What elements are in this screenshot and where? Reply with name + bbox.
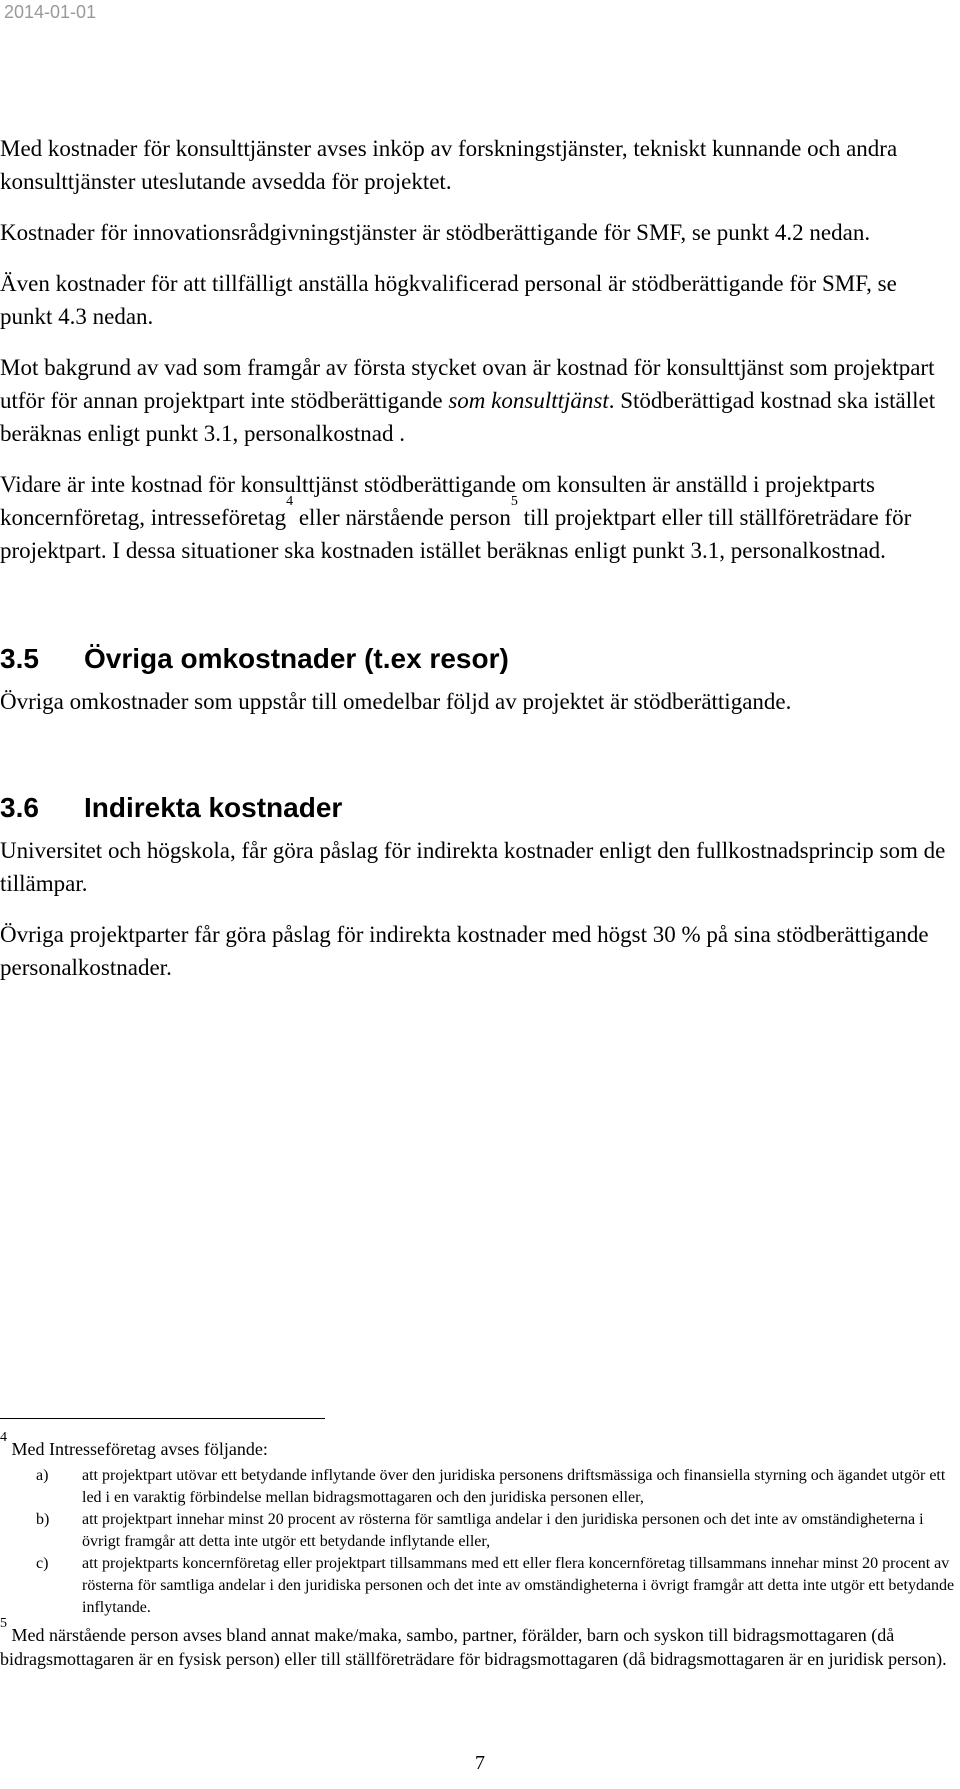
footnote-5 xyxy=(0,1616,955,1671)
paragraph-innovationsradgivning: Kostnader för innovationsrådgivningstjänster är stödberättigande för SMF, se punkt 4.2 nedan. xyxy=(0,220,871,245)
footnote-marker-5: 5 xyxy=(0,1616,7,1631)
text-segment: Vidare är inte kostnad för konsulttjänst stödberättigande om konsulten är anställd i projektparts koncernföretag, intresseföretag xyxy=(0,472,875,530)
page-number: 7 xyxy=(475,1752,485,1774)
list-item-text: att projektpart innehar minst 20 procent av rösterna för samtliga andelar i den juridiska personen och det inte av omständigheterna i övrigt framgår att detta inte utgör ett betydande inflytande eller, xyxy=(82,1511,924,1550)
section-heading-3-5 xyxy=(0,639,950,679)
text-segment: eller närstående person xyxy=(293,505,511,530)
footnote-4-intro: Med Intresseföretag avses följande: xyxy=(7,1439,268,1459)
text-segment: . Stödberättigad kostnad ska istället beräknas enligt punkt 3.1, personalkostnad . xyxy=(0,388,936,446)
italic-phrase: som konsulttjänst xyxy=(448,388,609,413)
list-item-label: c) xyxy=(36,1555,49,1572)
main-content xyxy=(0,132,950,1012)
text-segment: Mot bakgrund av vad som framgår av första stycket ovan är kostnad för konsulttjänst som projektpart utför för annan projektpart inte stödberättigande xyxy=(0,355,935,413)
footnote-ref-5[interactable]: 5 xyxy=(510,494,518,509)
list-item xyxy=(0,1465,955,1509)
paragraph-konsulttjanster: Med kostnader för konsulttjänster avses inköp av forskningstjänster, tekniskt kunnande och andra konsulttjänster uteslutande avsedda för projektet. xyxy=(0,136,898,194)
list-item xyxy=(0,1509,955,1553)
list-item-text: att projektpart utövar ett betydande inflytande över den juridiska personens driftsmässiga och finansiella styrning och ägandet utgör ett led i en varaktig förbindelse mellan bidragsmottagaren och den juridiska personen eller, xyxy=(82,1467,946,1506)
section-title: Indirekta kostnader xyxy=(84,792,343,823)
footnote-separator xyxy=(0,1418,325,1419)
footnote-marker-4: 4 xyxy=(0,1430,7,1445)
list-item-label: a) xyxy=(36,1467,49,1484)
paragraph-hogkvalificerad-personal: Även kostnader för att tillfälligt anställa högkvalificerad personal är stödberättigande för SMF, se punkt 4.3 nedan. xyxy=(0,271,897,329)
list-item-text: att projektparts koncernföretag eller projektpart tillsammans med ett eller flera koncernföretag tillsammans innehar minst 20 procent av rösterna för samtliga andelar i den juridiska personen och det inte av omständigheterna i övrigt framgår att detta inte utgör ett betydande inflytande. xyxy=(82,1555,955,1616)
footnote-4-list xyxy=(0,1465,955,1619)
footnote-ref-4[interactable]: 4 xyxy=(286,494,294,509)
footnote-5-text: Med närstående person avses bland annat make/maka, sambo, partner, förälder, barn och syskon till bidragsmottagaren (då bidragsmottagaren är en fysisk person) eller till ställföreträdare för bidragsmottagaren (då bidragsmottagaren är en juridisk person). xyxy=(0,1625,947,1669)
paragraph-vidare xyxy=(0,468,950,567)
paragraph-universitet: Universitet och högskola, får göra påslag för indirekta kostnader enligt den fullkostnadsprincip som de tillämpar. xyxy=(0,838,946,896)
footnotes-area xyxy=(0,1418,955,1675)
paragraph-ovriga-omkostnader: Övriga omkostnader som uppstår till omedelbar följd av projektet är stödberättigande. xyxy=(0,689,792,714)
section-heading-3-6 xyxy=(0,788,950,828)
list-item xyxy=(0,1553,955,1619)
text-segment: till projektpart eller till ställföreträdare för projektpart. I dessa situationer ska kostnaden istället beräknas enligt punkt 3.1, personalkostnad. xyxy=(0,505,912,563)
section-number: 3.6 xyxy=(0,792,39,823)
paragraph-ovriga-projektparter: Övriga projektparter får göra påslag för indirekta kostnader med högst 30 % på sina stödberättigande personalkostnader. xyxy=(0,922,929,980)
list-item-label: b) xyxy=(36,1511,50,1528)
header-date: 2014-01-01 xyxy=(4,2,97,22)
section-number: 3.5 xyxy=(0,643,39,674)
footnote-4 xyxy=(0,1430,955,1619)
paragraph-mot-bakgrund xyxy=(0,351,950,450)
section-title: Övriga omkostnader (t.ex resor) xyxy=(84,643,509,674)
